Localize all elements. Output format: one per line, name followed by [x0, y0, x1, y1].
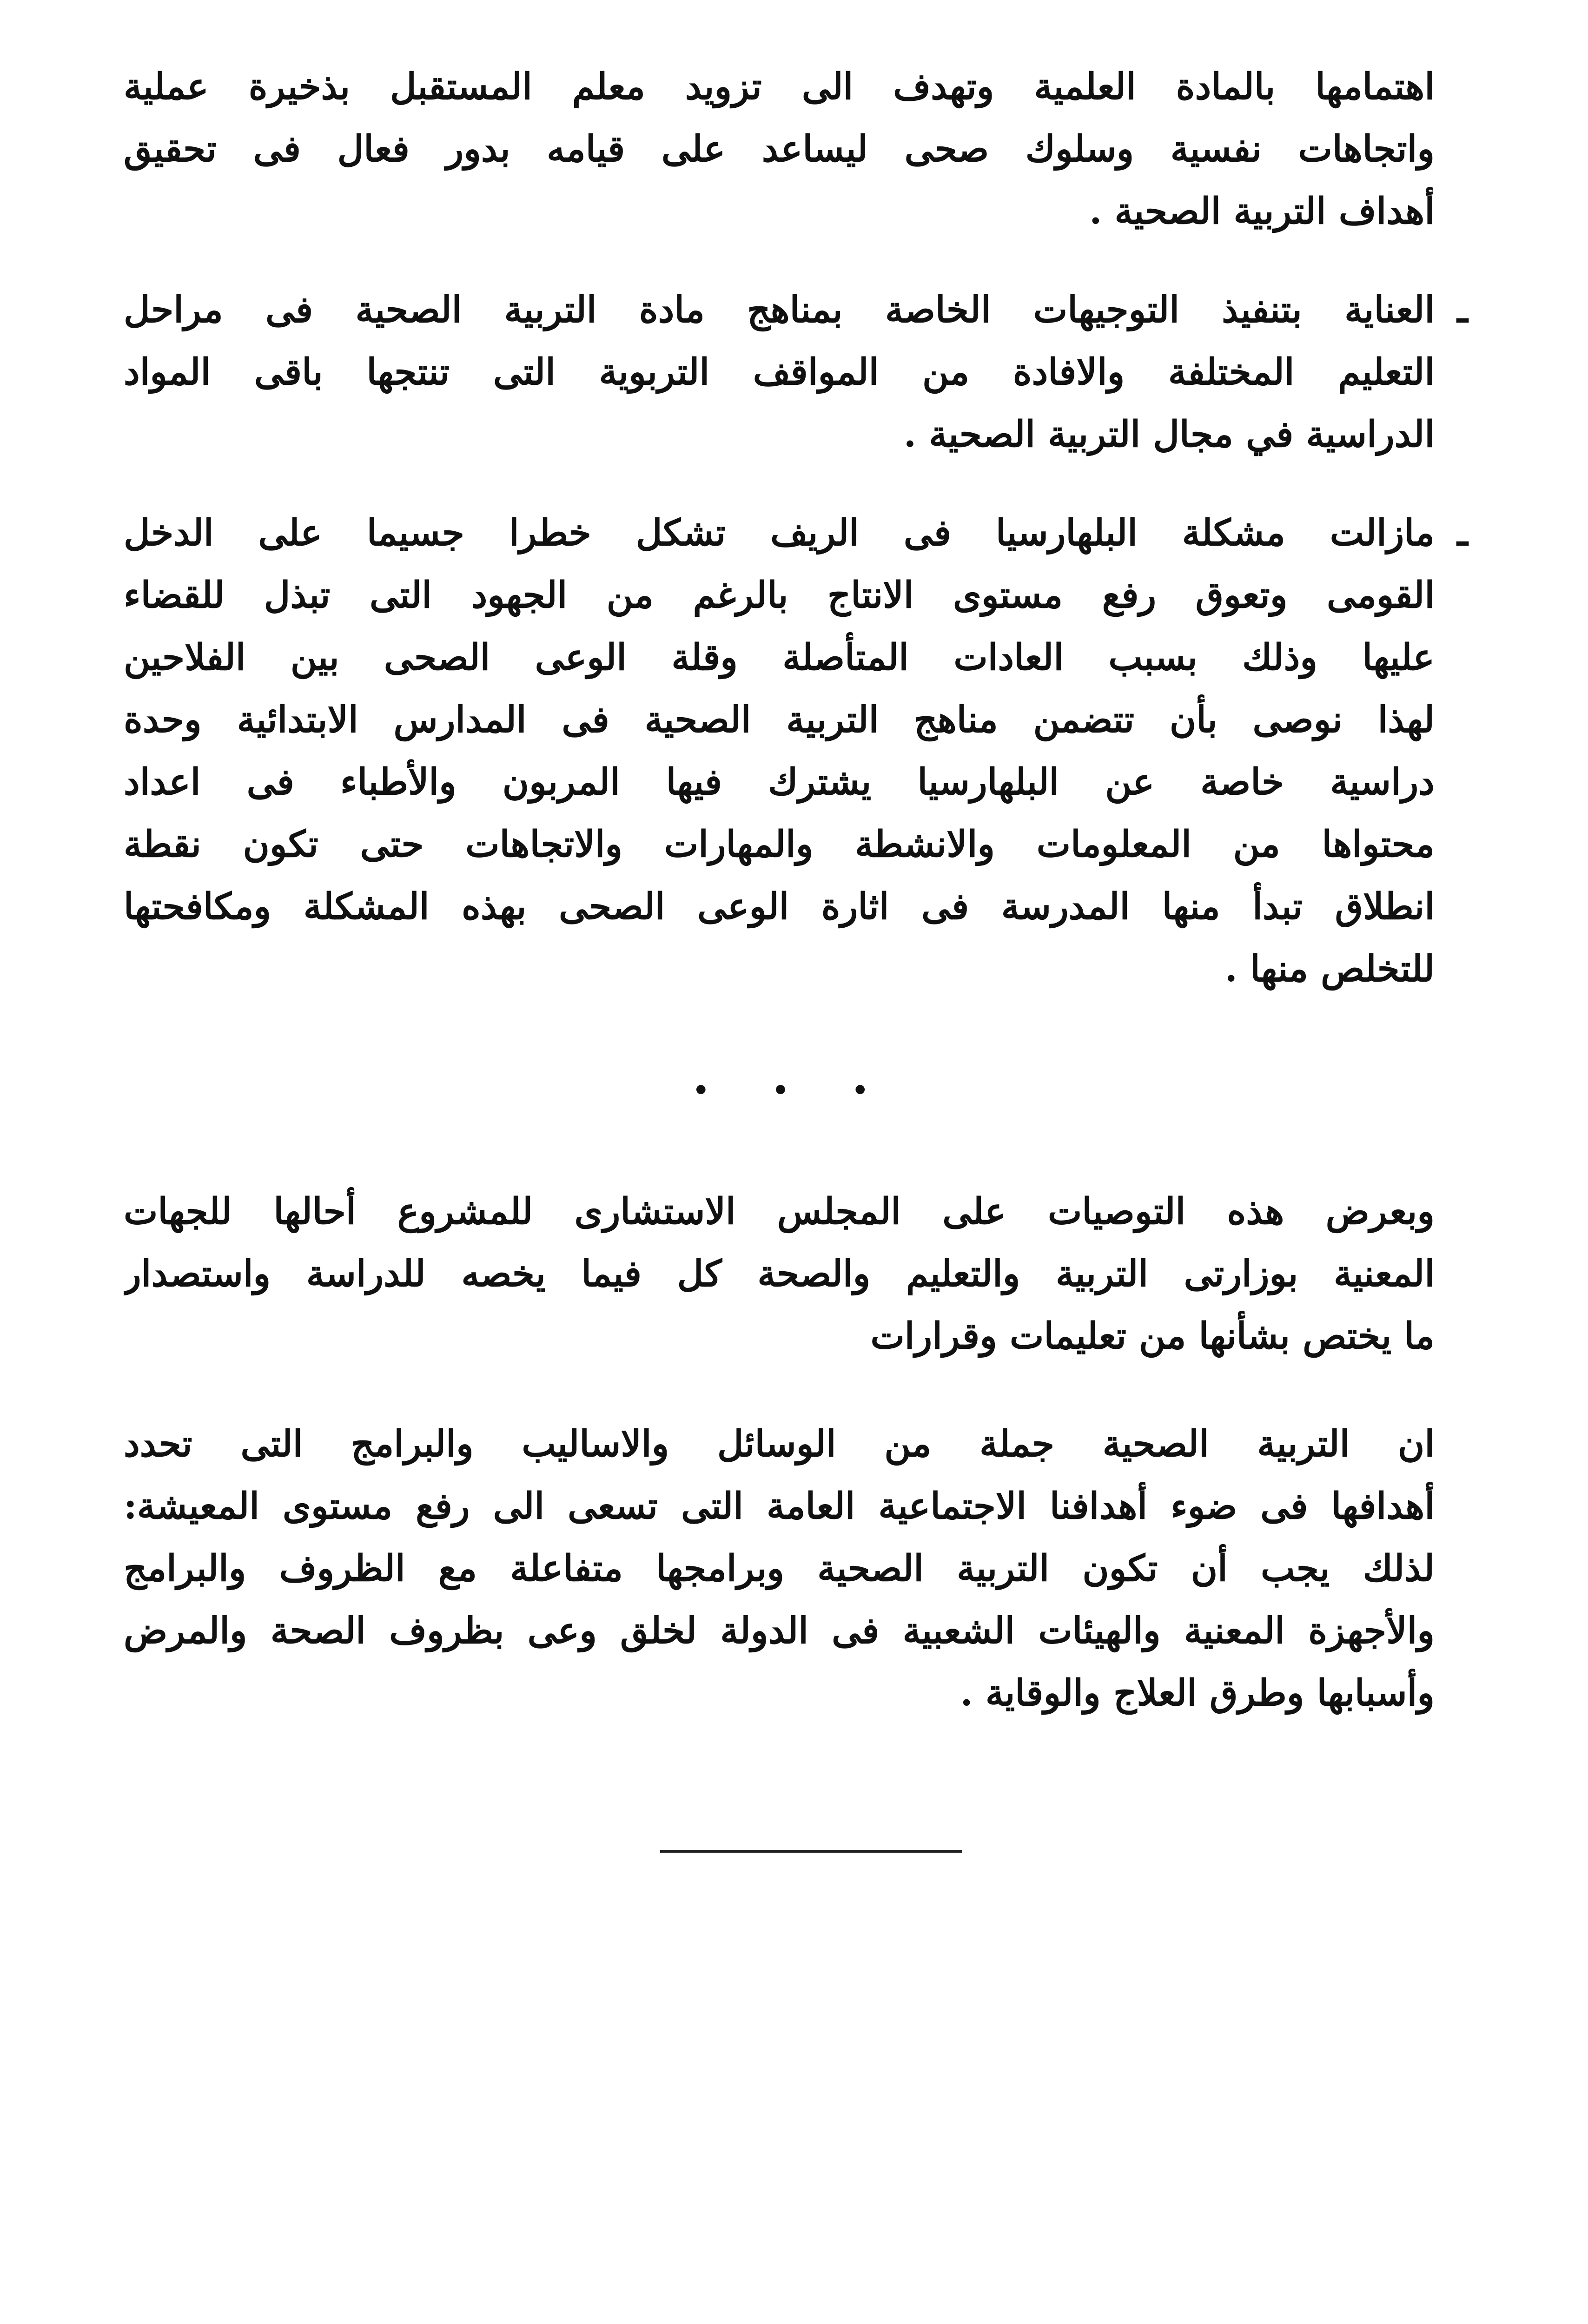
section-break: • • • [692, 1076, 896, 1106]
paragraph-line: دراسية خاصة عن البلهارسيا يشترك فيها المربون والأطباء فى اعداد [124, 761, 1435, 803]
paragraph-line: واتجاهات نفسية وسلوك صحى ليساعد على قيامه بدور فعال فى تحقيق [124, 128, 1435, 170]
bullet-item-2 [124, 502, 1490, 1000]
paragraph-2 [124, 1181, 1435, 1367]
paragraph-line: المعنية بوزارتى التربية والتعليم والصحة كل فيما يخصه للدراسة واستصدار [124, 1253, 1435, 1295]
paragraph-line: أهداف التربية الصحية . [1089, 190, 1435, 232]
paragraph-line: مازالت مشكلة البلهارسيا فى الريف تشكل خطرا جسيما على الدخل [124, 512, 1435, 554]
paragraph-line: وبعرض هذه التوصيات على المجلس الاستشارى للمشروع أحالها للجهات [124, 1190, 1435, 1233]
paragraph-line: عليها وذلك بسبب العادات المتأصلة وقلة الوعى الصحى بين الفلاحين [124, 636, 1435, 679]
paragraph-line: محتواها من المعلومات والانشطة والمهارات والاتجاهات حتى تكون نقطة [124, 823, 1435, 865]
separator-line [660, 1850, 962, 1853]
paragraph-line: الدراسية في مجال التربية الصحية . [903, 413, 1435, 456]
paragraph-line: ما يختص بشأنها من تعليمات وقرارات [870, 1315, 1435, 1357]
paragraph-line: انطلاق تبدأ منها المدرسة فى اثارة الوعى الصحى بهذه المشكلة ومكافحتها [124, 885, 1435, 928]
paragraph-line: اهتمامها بالمادة العلمية وتهدف الى تزويد معلم المستقبل بذخيرة عملية [124, 66, 1435, 108]
paragraph-3 [124, 1413, 1435, 1724]
dash-marker: ـ [1457, 289, 1468, 331]
paragraph-line: والأجهزة المعنية والهيئات الشعبية فى الدولة لخلق وعى بظروف الصحة والمرض [124, 1610, 1435, 1652]
bullet-item-text [124, 279, 1435, 466]
paragraph-line: التعليم المختلفة والافادة من المواقف التربوية التى تنتجها باقى المواد [124, 351, 1435, 393]
paragraph-line: لذلك يجب أن تكون التربية الصحية وبرامجها متفاعلة مع الظروف والبرامج [124, 1547, 1435, 1590]
paragraph-line: ان التربية الصحية جملة من الوسائل والاساليب والبرامج التى تحدد [124, 1423, 1435, 1465]
bullet-item-text [124, 502, 1435, 1000]
paragraph-line: العناية بتنفيذ التوجيهات الخاصة بمناهج مادة التربية الصحية فى مراحل [124, 289, 1435, 331]
bullet-item-1 [124, 279, 1490, 466]
paragraph-line: لهذا نوصى بأن تتضمن مناهج التربية الصحية فى المدارس الابتدائية وحدة [124, 699, 1435, 741]
dash-marker: ـ [1457, 512, 1468, 554]
paragraph-line: للتخلص منها . [1224, 948, 1435, 990]
paragraph-line: القومى وتعوق رفع مستوى الانتاج بالرغم من الجهود التى تبذل للقضاء [124, 574, 1435, 616]
paragraph-1 [124, 56, 1435, 243]
paragraph-line: أهدافها فى ضوء أهدافنا الاجتماعية العامة التى تسعى الى رفع مستوى المعيشة: [124, 1485, 1435, 1527]
paragraph-line: وأسبابها وطرق العلاج والوقاية . [960, 1672, 1435, 1714]
